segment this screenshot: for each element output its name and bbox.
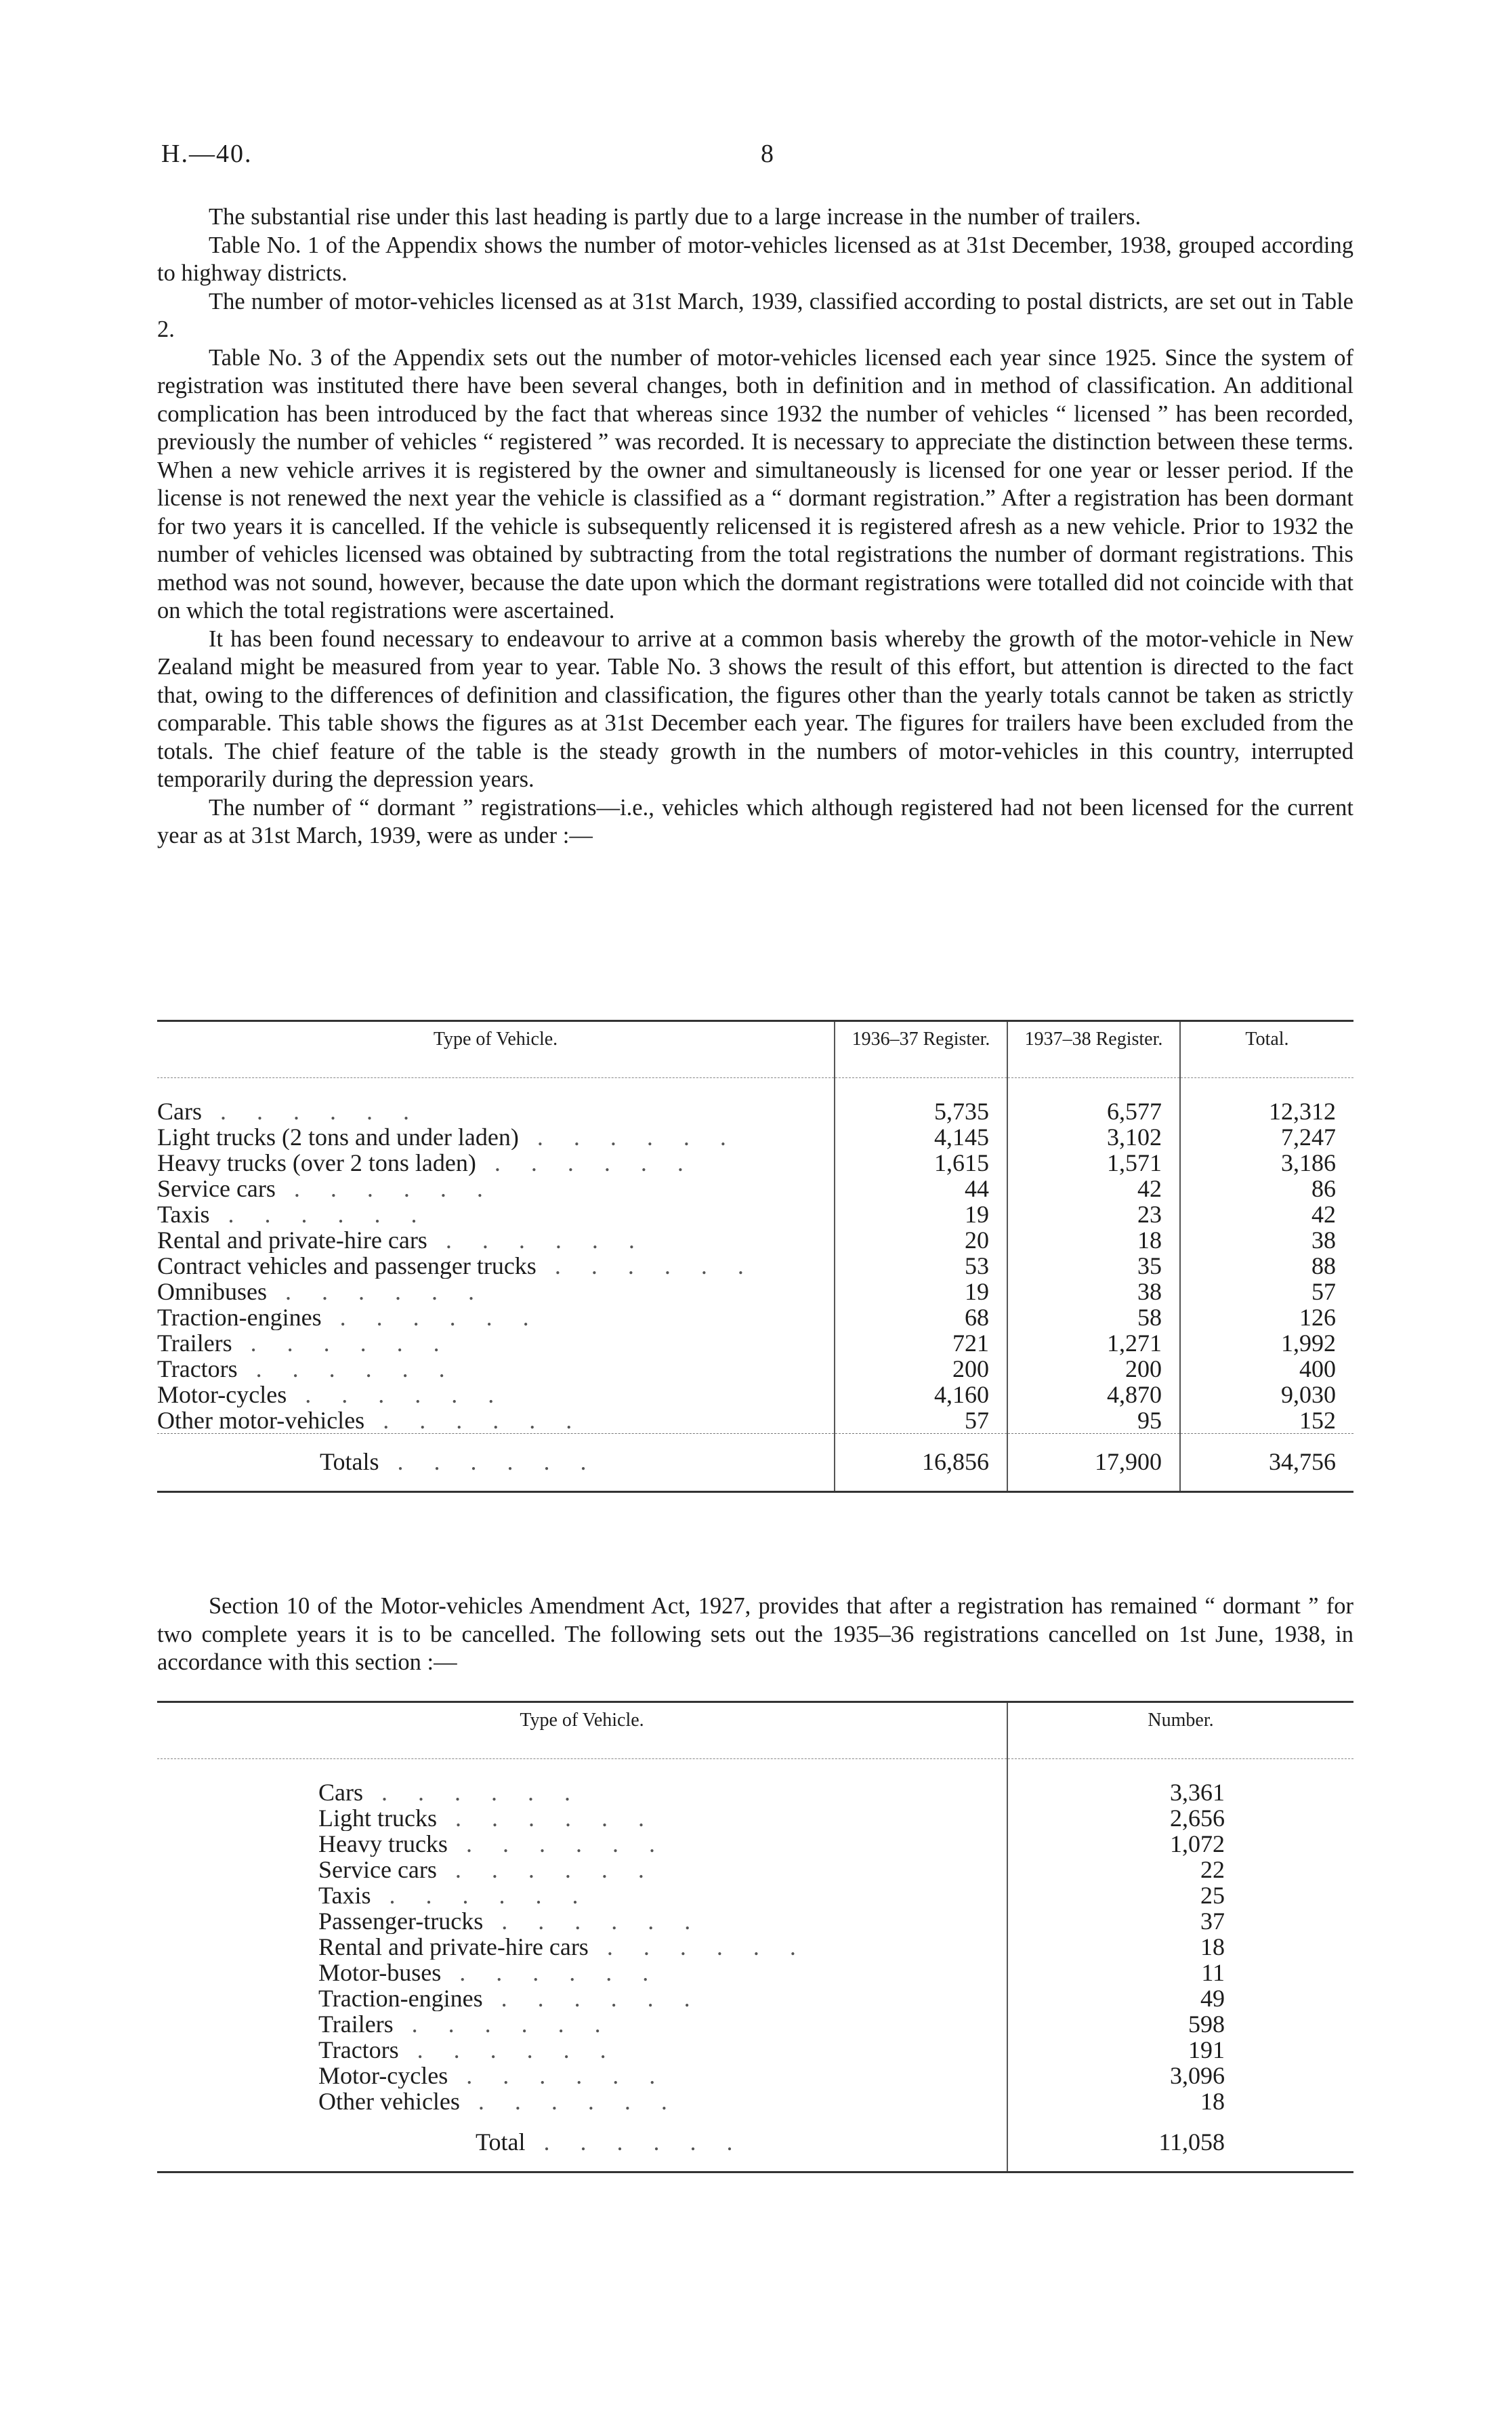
table-row	[157, 1227, 1353, 1253]
vehicle-type-text: Light trucks (2 tons and under laden)	[157, 1124, 519, 1150]
register-1937-38	[1007, 1330, 1180, 1356]
leader-dots: . . . . . .	[364, 1407, 585, 1434]
leader-dots: . . . . . .	[321, 1304, 541, 1330]
table-row	[157, 1201, 1353, 1227]
paragraph: It has been found necessary to endeavour to arrive at a common basis whereby the growth of the motor-vehicle in New Zealand might be measured from year to year. Table No. 3 shows the result of this effort, but attention is directed to the fact that, owing to the differences of definition and classification, the figures other than the yearly totals cannot be taken as strictly comparable. This table shows the figures as at 31st December each year. The figures for trailers have been excluded from the totals. The chief feature of the table is the steady growth in the numbers of motor-vehicles in this country, interrupted temporarily during the depression years.	[157, 625, 1353, 792]
paragraph: Table No. 3 of the Appendix sets out the number of motor-vehicles licensed each year since 1925. Since the system of registration was instituted there have been several changes, both in definition and in method of classification. An additional complication has been introduced by the fact that whereas since 1932 the number of vehicles “ licensed ” has been recorded, previously the number of vehicles “ registered ” was recorded. It is necessary to appreciate the distinction between these terms. When a new vehicle arrives it is registered by the owner and simultaneously is licensed for one year or lesser period. If the license is not renewed the next year the vehicle is classified as a “ dormant registration.” After a registration has been dormant for two years it is cancelled. If the vehicle is subsequently relicensed it is registered afresh as a new vehicle. Prior to 1932 the number of vehicles licensed was obtained by subtracting from the total registrations the number of dormant registrations. This method was not sound, however, because the date upon which the dormant registrations were totalled did not coincide with that on which the total registrations were ascertained.	[157, 344, 1353, 623]
register-1937-38	[1007, 1227, 1180, 1253]
register-1937-38	[1007, 1176, 1180, 1201]
cancelled-number	[1007, 1831, 1353, 1857]
leader-dots: . . . . . .	[525, 2128, 745, 2156]
register-1936-37-text: 5,735	[934, 1098, 989, 1125]
table-row	[157, 2011, 1353, 2037]
total-label-text: Total	[476, 2128, 526, 2156]
vehicle-type-text: Motor-cycles	[157, 1382, 287, 1407]
register-1936-37-text: 53	[965, 1252, 989, 1279]
table-row	[157, 1831, 1353, 1857]
total-number	[1007, 2114, 1353, 2172]
page-header	[161, 139, 1351, 180]
table-row	[157, 1253, 1353, 1279]
row-total-text: 42	[1311, 1201, 1336, 1228]
paragraph: Table No. 1 of the Appendix shows the number of motor-vehicles licensed as at 31st December, 1938, grouped according to highway districts.	[157, 232, 1353, 286]
cancelled-number	[1007, 2063, 1353, 2088]
vehicle-type	[157, 1960, 1007, 1985]
row-total	[1180, 1227, 1353, 1253]
cancelled-number	[1007, 1759, 1353, 1806]
leader-dots: . . . . . .	[202, 1098, 421, 1124]
table-row	[157, 1960, 1353, 1985]
register-1936-37-text: 4,145	[934, 1124, 989, 1151]
cancelled-number-text: 598	[1188, 2011, 1225, 2038]
cancelled-number-text: 49	[1200, 1985, 1225, 2012]
table-row	[157, 1908, 1353, 1934]
register-1937-38-text: 38	[1137, 1278, 1162, 1305]
register-1937-38	[1007, 1356, 1180, 1382]
cancelled-number-text: 2,656	[1170, 1805, 1225, 1832]
total-label	[157, 2114, 1007, 2172]
cancelled-number	[1007, 2088, 1353, 2114]
grand-total-text: 34,756	[1269, 1448, 1336, 1475]
leader-dots: . . . . . .	[536, 1253, 756, 1279]
register-1936-37	[835, 1201, 1007, 1227]
leader-dots: . . . . . .	[483, 1908, 703, 1934]
vehicle-type	[157, 1831, 1007, 1857]
leader-dots: . . . . . .	[588, 1934, 808, 1960]
paragraph: The number of motor-vehicles licensed as at 31st March, 1939, classified according to postal districts, are set out in Table 2.	[157, 288, 1353, 342]
register-1937-38	[1007, 1124, 1180, 1150]
vehicle-type-text: Light trucks	[318, 1805, 437, 1831]
paragraph: The number of “ dormant ” registrations—i.e., vehicles which although registered had not been licensed for the current year as at 31st March, 1939, were as under :—	[157, 794, 1353, 848]
register-1937-38-text: 95	[1137, 1407, 1162, 1434]
cancelled-number-text: 11	[1201, 1959, 1225, 1986]
table-row	[157, 1759, 1353, 1806]
row-total	[1180, 1279, 1353, 1304]
row-total-text: 38	[1311, 1227, 1336, 1254]
vehicle-type-text: Motor-buses	[318, 1960, 442, 1985]
register-1936-37	[835, 1227, 1007, 1253]
row-total-text: 9,030	[1281, 1381, 1336, 1408]
vehicle-type-text: Cars	[157, 1098, 202, 1124]
vehicle-type	[157, 1150, 835, 1176]
register-1936-37	[835, 1150, 1007, 1176]
vehicle-type-text: Passenger-trucks	[318, 1908, 484, 1934]
register-1936-37-text: 68	[965, 1304, 989, 1331]
cancelled-registrations-table	[157, 1701, 1353, 2173]
register-1936-37-text: 721	[952, 1330, 989, 1357]
vehicle-type-text: Other motor-vehicles	[157, 1407, 365, 1434]
total-1937-38-text: 17,900	[1095, 1448, 1162, 1475]
leader-dots: . . . . . .	[267, 1279, 486, 1304]
vehicle-type-text: Heavy trucks	[318, 1831, 448, 1857]
vehicle-type	[157, 1407, 835, 1434]
leader-dots: . . . . . .	[209, 1201, 429, 1227]
row-total	[1180, 1201, 1353, 1227]
row-total	[1180, 1176, 1353, 1201]
leader-dots: . . . . . .	[482, 1985, 702, 2011]
vehicle-type	[157, 1356, 835, 1382]
register-1936-37	[835, 1382, 1007, 1407]
leader-dots: . . . . . .	[275, 1176, 495, 1201]
register-1936-37-text: 4,160	[934, 1381, 989, 1408]
cancelled-number-text: 25	[1200, 1882, 1225, 1909]
row-total	[1180, 1304, 1353, 1330]
vehicle-type-text: Heavy trucks (over 2 tons laden)	[157, 1150, 476, 1176]
leader-dots: . . . . . .	[398, 2037, 618, 2063]
leader-dots: . . . . . .	[287, 1382, 507, 1407]
leader-dots: . . . . . .	[447, 1831, 667, 1857]
leader-dots: . . . . . .	[436, 1857, 656, 1882]
register-1937-38	[1007, 1150, 1180, 1176]
leader-dots: . . . . . .	[459, 2088, 679, 2114]
leader-dots: . . . . . .	[393, 2011, 613, 2037]
register-1936-37	[835, 1330, 1007, 1356]
table-row	[157, 1985, 1353, 2011]
register-1937-38-text: 18	[1137, 1227, 1162, 1254]
register-1936-37-text: 1,615	[934, 1149, 989, 1176]
cancelled-number	[1007, 1934, 1353, 1960]
column-header-type: Type of Vehicle.	[433, 1029, 558, 1050]
row-total-text: 88	[1311, 1252, 1336, 1279]
column-header-number: Number.	[1007, 1702, 1353, 1759]
cancelled-number	[1007, 2037, 1353, 2063]
document-reference: H.—40.	[161, 140, 253, 168]
row-total-text: 86	[1311, 1175, 1336, 1202]
vehicle-type	[157, 1908, 1007, 1934]
register-1937-38-text: 1,271	[1107, 1330, 1162, 1357]
leader-dots: . . . . . .	[476, 1150, 696, 1176]
cancelled-number	[1007, 1908, 1353, 1934]
row-total	[1180, 1407, 1353, 1434]
register-1937-38-text: 42	[1137, 1175, 1162, 1202]
register-1936-37	[835, 1176, 1007, 1201]
cancelled-number	[1007, 1985, 1353, 2011]
leader-dots: . . . . . .	[436, 1805, 656, 1831]
table-row	[157, 2063, 1353, 2088]
vehicle-type	[157, 1176, 835, 1201]
register-1937-38	[1007, 1407, 1180, 1434]
total-1936-37-text: 16,856	[922, 1448, 989, 1475]
vehicle-type	[157, 1201, 835, 1227]
vehicle-type-text: Trailers	[318, 2011, 394, 2037]
vehicle-type	[157, 1759, 1007, 1806]
register-1937-38	[1007, 1279, 1180, 1304]
leader-dots: . . . . . .	[379, 1448, 599, 1475]
table-row	[157, 1857, 1353, 1882]
table-row	[157, 2037, 1353, 2063]
leader-dots: . . . . . .	[232, 1330, 452, 1356]
leader-dots: . . . . . .	[448, 2063, 668, 2088]
cancelled-number	[1007, 1882, 1353, 1908]
cancelled-number	[1007, 1857, 1353, 1882]
row-total	[1180, 1330, 1353, 1356]
row-total	[1180, 1078, 1353, 1125]
register-1937-38-text: 4,870	[1107, 1381, 1162, 1408]
column-header-total: Total.	[1180, 1021, 1353, 1078]
register-1937-38	[1007, 1304, 1180, 1330]
register-1937-38-text: 35	[1137, 1252, 1162, 1279]
table-row	[157, 1407, 1353, 1434]
vehicle-type	[157, 2063, 1007, 2088]
column-header-1937-38: 1937–38 Register.	[1007, 1021, 1180, 1078]
register-1936-37	[835, 1407, 1007, 1434]
register-1936-37-text: 44	[965, 1175, 989, 1202]
row-total-text: 57	[1311, 1278, 1336, 1305]
register-1937-38-text: 1,571	[1107, 1149, 1162, 1176]
vehicle-type-text: Traction-engines	[318, 1985, 483, 2011]
body-text-top	[157, 203, 1353, 850]
register-1937-38	[1007, 1201, 1180, 1227]
cancelled-number	[1007, 1960, 1353, 1985]
row-total-text: 1,992	[1281, 1330, 1336, 1357]
vehicle-type-text: Trailers	[157, 1330, 232, 1356]
table-row	[157, 1356, 1353, 1382]
column-header-type: Type of Vehicle.	[520, 1710, 644, 1731]
total-number-text: 11,058	[1158, 2128, 1225, 2156]
cancelled-number-text: 22	[1200, 1856, 1225, 1883]
vehicle-type	[157, 1124, 835, 1150]
register-1937-38	[1007, 1078, 1180, 1125]
vehicle-type	[157, 1227, 835, 1253]
cancelled-number	[1007, 2011, 1353, 2037]
leader-dots: . . . . . .	[237, 1356, 457, 1382]
totals-row	[157, 1434, 1353, 1492]
table-row	[157, 1934, 1353, 1960]
vehicle-type	[157, 1253, 835, 1279]
table-row	[157, 1078, 1353, 1125]
grand-total	[1180, 1434, 1353, 1492]
register-1936-37	[835, 1078, 1007, 1125]
vehicle-type	[157, 1304, 835, 1330]
register-1936-37-text: 19	[965, 1278, 989, 1305]
leader-dots: . . . . . .	[441, 1960, 661, 1985]
vehicle-type-text: Motor-cycles	[318, 2063, 448, 2088]
register-1936-37	[835, 1253, 1007, 1279]
register-1936-37	[835, 1356, 1007, 1382]
vehicle-type	[157, 2088, 1007, 2114]
register-1936-37-text: 20	[965, 1227, 989, 1254]
vehicle-type	[157, 1382, 835, 1407]
vehicle-type-text: Service cars	[318, 1857, 437, 1882]
table-row	[157, 1882, 1353, 1908]
row-total-text: 126	[1299, 1304, 1336, 1331]
register-1936-37-text: 57	[965, 1407, 989, 1434]
table-row	[157, 1124, 1353, 1150]
table-row	[157, 2088, 1353, 2114]
cancelled-number-text: 3,361	[1170, 1779, 1225, 1806]
register-1936-37-text: 200	[952, 1355, 989, 1382]
dormant-registrations-table	[157, 1020, 1353, 1493]
leader-dots: . . . . . .	[427, 1227, 647, 1253]
row-total-text: 400	[1299, 1355, 1336, 1382]
totals-row	[157, 2114, 1353, 2172]
vehicle-type	[157, 2037, 1007, 2063]
register-1936-37-text: 19	[965, 1201, 989, 1228]
table-row	[157, 1304, 1353, 1330]
body-text-bottom	[157, 1592, 1353, 1677]
table-row	[157, 1805, 1353, 1831]
cancelled-number-text: 191	[1188, 2036, 1225, 2063]
vehicle-type-text: Contract vehicles and passenger trucks	[157, 1253, 537, 1279]
register-1937-38-text: 200	[1125, 1355, 1162, 1382]
vehicle-type-text: Other vehicles	[318, 2088, 460, 2114]
vehicle-type	[157, 1279, 835, 1304]
table-row	[157, 1279, 1353, 1304]
row-total	[1180, 1253, 1353, 1279]
vehicle-type-text: Rental and private-hire cars	[157, 1227, 427, 1253]
row-total	[1180, 1124, 1353, 1150]
row-total	[1180, 1150, 1353, 1176]
vehicle-type-text: Taxis	[318, 1882, 371, 1908]
register-1937-38-text: 58	[1137, 1304, 1162, 1331]
vehicle-type	[157, 1330, 835, 1356]
register-1937-38-text: 3,102	[1107, 1124, 1162, 1151]
leader-dots: . . . . . .	[518, 1124, 738, 1150]
table-row	[157, 1382, 1353, 1407]
vehicle-type-text: Cars	[318, 1779, 363, 1805]
vehicle-type-text: Rental and private-hire cars	[318, 1934, 589, 1960]
vehicle-type-text: Tractors	[318, 2037, 399, 2063]
register-1937-38-text: 6,577	[1107, 1098, 1162, 1125]
row-total	[1180, 1382, 1353, 1407]
row-total	[1180, 1356, 1353, 1382]
vehicle-type	[157, 1078, 835, 1125]
register-1936-37	[835, 1279, 1007, 1304]
total-1937-38	[1007, 1434, 1180, 1492]
table-row	[157, 1330, 1353, 1356]
vehicle-type	[157, 2011, 1007, 2037]
cancelled-number-text: 1,072	[1170, 1830, 1225, 1857]
leader-dots: . . . . . .	[363, 1779, 583, 1805]
paragraph: Section 10 of the Motor-vehicles Amendment Act, 1927, provides that after a registration has remained “ dormant ” for two complete years it is to be cancelled. The following sets out the 1935–36 registrations cancelled on 1st June, 1938, in accordance with this section :—	[157, 1593, 1353, 1675]
cancelled-number-text: 18	[1200, 2088, 1225, 2115]
cancelled-number-text: 3,096	[1170, 2062, 1225, 2089]
totals-label-text: Totals	[320, 1448, 379, 1475]
row-total-text: 3,186	[1281, 1149, 1336, 1176]
cancelled-number-text: 37	[1200, 1908, 1225, 1935]
vehicle-type	[157, 1857, 1007, 1882]
vehicle-type	[157, 1934, 1007, 1960]
vehicle-type-text: Traction-engines	[157, 1304, 322, 1330]
total-1936-37	[835, 1434, 1007, 1492]
vehicle-type	[157, 1805, 1007, 1831]
vehicle-type-text: Tractors	[157, 1356, 238, 1382]
register-1936-37	[835, 1304, 1007, 1330]
vehicle-type	[157, 1882, 1007, 1908]
column-header-1936-37: 1936–37 Register.	[835, 1021, 1007, 1078]
register-1937-38	[1007, 1253, 1180, 1279]
vehicle-type	[157, 1985, 1007, 2011]
register-1936-37	[835, 1124, 1007, 1150]
cancelled-number	[1007, 1805, 1353, 1831]
table-row	[157, 1176, 1353, 1201]
page-number: 8	[761, 140, 774, 168]
vehicle-type-text: Omnibuses	[157, 1279, 267, 1304]
vehicle-type-text: Service cars	[157, 1176, 276, 1201]
register-1937-38-text: 23	[1137, 1201, 1162, 1228]
totals-label	[157, 1434, 835, 1492]
vehicle-type-text: Taxis	[157, 1201, 210, 1227]
paragraph: The substantial rise under this last heading is partly due to a large increase in the number of trailers.	[209, 204, 1141, 230]
row-total-text: 12,312	[1269, 1098, 1336, 1125]
row-total-text: 152	[1299, 1407, 1336, 1434]
row-total-text: 7,247	[1281, 1124, 1336, 1151]
cancelled-number-text: 18	[1200, 1933, 1225, 1960]
table-row	[157, 1150, 1353, 1176]
register-1937-38	[1007, 1382, 1180, 1407]
leader-dots: . . . . . .	[371, 1882, 591, 1908]
